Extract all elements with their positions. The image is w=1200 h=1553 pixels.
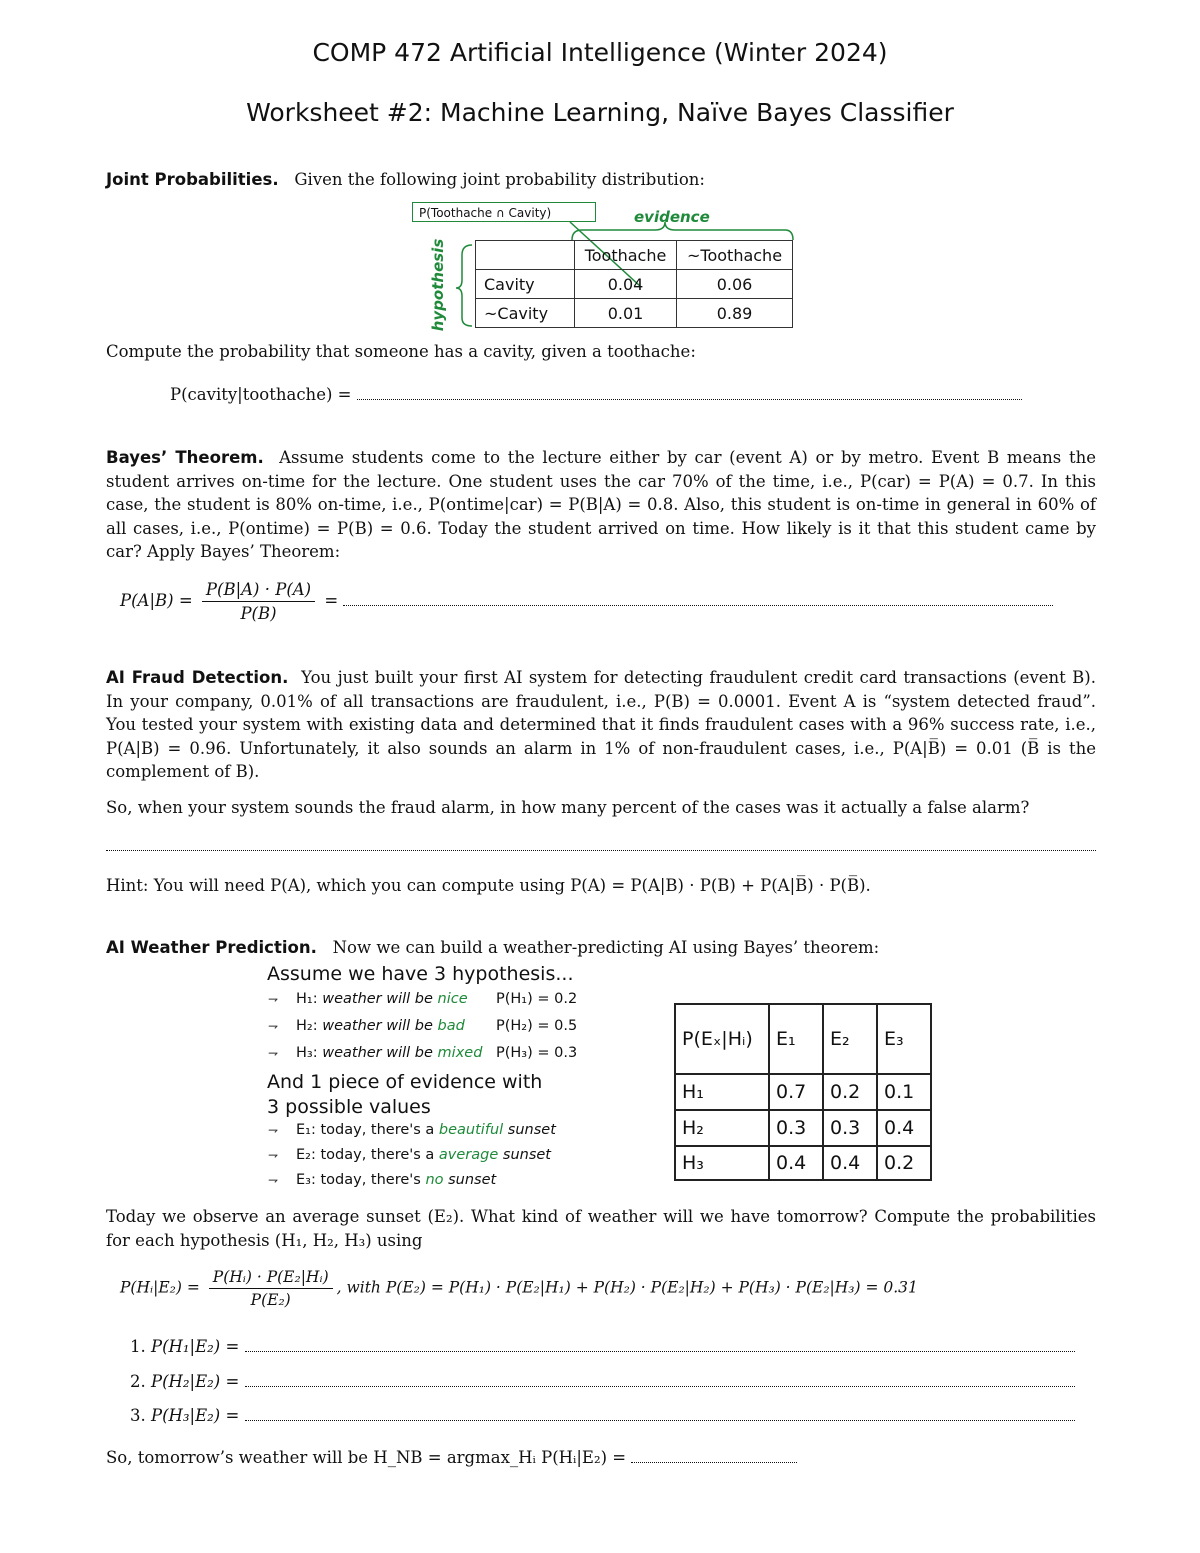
joint-cell: 0.06 <box>677 270 793 299</box>
joint-answer <box>170 383 1040 407</box>
evidence-post: sunset <box>498 1147 551 1163</box>
hypothesis-item <box>268 1040 668 1067</box>
cond-header-cell: E₃ <box>877 1004 931 1074</box>
cond-cell: 0.3 <box>769 1110 823 1146</box>
hypothesis-word: bad <box>437 1018 465 1034</box>
hypothesis-desc: weather will be <box>322 1045 438 1061</box>
hypothesis-desc: weather will be <box>322 991 438 1007</box>
final-answer <box>106 1448 1096 1467</box>
hypothesis-desc: weather will be <box>322 1018 438 1034</box>
bayes-answer-blank[interactable] <box>343 603 1053 606</box>
cond-cell: 0.2 <box>877 1146 931 1180</box>
worksheet-title: Worksheet #2: Machine Learning, Naïve Bayes Classifier <box>246 98 954 127</box>
cond-header-row <box>675 1004 931 1074</box>
joint-cell: 0.89 <box>677 299 793 328</box>
evidence-item <box>268 1143 628 1168</box>
cond-header-cell: E₂ <box>823 1004 877 1074</box>
hypothesis-prob: P(H₂) = 0.5 <box>496 1018 578 1034</box>
joint-intro-text: Given the following joint probability distribution: <box>294 170 705 189</box>
cond-cell: 0.3 <box>823 1110 877 1146</box>
evidence-word: average <box>438 1147 499 1163</box>
answer-blank[interactable] <box>245 1418 1075 1421</box>
bayes-text: Assume students come to the lecture either by car (event A) or by metro. Event B means the student arrives on-time for the lecture. One student uses the car 70% of the time, i.e., P(car) = P(A) = 0.7. In this case, the student is 80% on-time, i.e., P(ontime|car) = P(B|A) = 0.8. Also, this student is on-time in general in 60% of all cases, i.e., P(ontime) = P(B) = 0.6. Today the student arrived on time. How likely is it that this student came by car? Apply Bayes’ Theorem: <box>106 448 1096 561</box>
fraud-hint: Hint: You will need P(A), which you can compute using P(A) = P(A|B) · P(B) + P(A|B̅) · P(B̅). <box>106 876 871 895</box>
cond-row <box>675 1074 931 1110</box>
joint-row-label: Cavity <box>476 270 575 299</box>
answer-number: 3. <box>130 1406 146 1425</box>
hypothesis-word: mixed <box>437 1045 483 1061</box>
joint-header-row <box>476 241 793 270</box>
joint-intro <box>106 168 1096 192</box>
joint-heading: Joint Probabilities. <box>106 170 279 189</box>
cond-cell: 0.4 <box>769 1146 823 1180</box>
cond-header-cell: E₁ <box>769 1004 823 1074</box>
evidence-text: E₃: today, there's <box>296 1172 426 1188</box>
cond-row-label: H₂ <box>675 1110 769 1146</box>
bayes-formula-lhs: P(A|B) = <box>120 591 193 610</box>
bayes-section <box>106 446 1096 564</box>
bayes-numerator: P(B|A) · P(A) <box>202 580 315 602</box>
cond-cell: 0.1 <box>877 1074 931 1110</box>
weather-formula-lhs: P(Hᵢ|E₂) = <box>120 1278 200 1297</box>
weather-formula-rest: , with P(E₂) = P(H₁) · P(E₂|H₁) + P(H₂) · P(E₂|H₂) + P(H₃) · P(E₂|H₃) = 0.31 <box>336 1278 918 1297</box>
fraud-text: You just built your first AI system for detecting fraudulent credit card transactions (event B). In your company, 0.01% of all transactions are fraudulent, i.e., P(B) = 0.0001. Event A is “system detected fraud”. You tested your system with existing data and determined that it finds fraudulent cases with a 96% success rate, i.e., P(A|B) = 0.96. Unfortunately, it also sounds an alarm in 1% of non-fraudulent cases, i.e., P(A|B̅) = 0.01 (B̅ is the complement of B). <box>106 668 1096 781</box>
evidence-list <box>268 1118 628 1193</box>
hypothesis-list <box>268 986 668 1067</box>
evidence-text: E₁: today, there's a <box>296 1122 439 1138</box>
evidence-title-line: And 1 piece of evidence with <box>267 1071 543 1093</box>
joint-table <box>475 240 793 328</box>
cond-row-label: H₁ <box>675 1074 769 1110</box>
cond-header-cell: P(Eₓ|Hᵢ) <box>675 1004 769 1074</box>
assume-title: Assume we have 3 hypothesis... <box>267 963 574 985</box>
cond-cell: 0.7 <box>769 1074 823 1110</box>
cond-row-label: H₃ <box>675 1146 769 1180</box>
joint-corner-cell <box>476 241 575 270</box>
answer-blank[interactable] <box>245 1349 1075 1352</box>
joint-question: Compute the probability that someone has a cavity, given a toothache: <box>106 342 696 361</box>
hypothesis-word: nice <box>437 991 468 1007</box>
weather-answer-2 <box>130 1372 1096 1391</box>
course-title: COMP 472 Artificial Intelligence (Winter 2024) <box>312 38 888 67</box>
joint-answer-lhs: P(cavity|toothache) = <box>170 385 352 404</box>
weather-numerator: P(Hᵢ) · P(E₂|Hᵢ) <box>209 1268 333 1289</box>
bayes-denominator: P(B) <box>240 604 277 623</box>
evidence-text: E₂: today, there's a <box>296 1147 439 1163</box>
cond-cell: 0.4 <box>823 1146 877 1180</box>
cond-cell: 0.2 <box>823 1074 877 1110</box>
weather-fraction <box>209 1268 333 1309</box>
evidence-post: sunset <box>503 1122 556 1138</box>
final-text: So, tomorrow’s weather will be H_NB = argmax_Hᵢ P(Hᵢ|E₂) = <box>106 1448 627 1467</box>
weather-intro <box>106 936 1096 960</box>
hypothesis-item <box>268 986 668 1013</box>
joint-col-header: Toothache <box>575 241 677 270</box>
cond-row <box>675 1110 931 1146</box>
conditional-table <box>674 1003 932 1181</box>
weather-answer-3 <box>130 1406 1096 1425</box>
weather-intro-text: Now we can build a weather-predicting AI using Bayes’ theorem: <box>332 938 880 957</box>
bayes-formula <box>120 580 1100 623</box>
bayes-equals: = <box>324 591 339 610</box>
answer-lhs: P(H₂|E₂) = <box>151 1372 240 1391</box>
evidence-label: evidence <box>634 208 710 226</box>
weather-denominator: P(E₂) <box>250 1291 291 1309</box>
evidence-item <box>268 1118 628 1143</box>
fraud-question: So, when your system sounds the fraud alarm, in how many percent of the cases was it actually a false alarm? <box>106 798 1030 817</box>
cond-cell: 0.4 <box>877 1110 931 1146</box>
weather-formula <box>120 1268 1095 1309</box>
fraud-section <box>106 666 1096 784</box>
evidence-title <box>267 1070 542 1120</box>
answer-blank[interactable] <box>245 1384 1075 1387</box>
joint-col-header: ~Toothache <box>677 241 793 270</box>
hypothesis-item <box>268 1013 668 1040</box>
hypothesis-symbol: H₁: <box>296 991 318 1007</box>
joint-cell: 0.01 <box>575 299 677 328</box>
fraud-answer-blank[interactable] <box>106 850 1096 851</box>
answer-number: 1. <box>130 1337 146 1356</box>
hypothesis-symbol: H₂: <box>296 1018 318 1034</box>
weather-question: Today we observe an average sunset (E₂). What kind of weather will we have tomorrow? Compute the probabilities for each hypothesis (H₁, H₂, H₃) using <box>106 1207 1096 1250</box>
joint-answer-blank[interactable] <box>357 397 1022 400</box>
weather-heading: AI Weather Prediction. <box>106 938 317 957</box>
callout-label: P(Toothache ∩ Cavity) <box>419 206 552 220</box>
hypothesis-prob: P(H₁) = 0.2 <box>496 991 578 1007</box>
answer-number: 2. <box>130 1372 146 1391</box>
joint-row <box>476 299 793 328</box>
evidence-word: no <box>425 1172 444 1188</box>
bayes-fraction <box>202 580 315 623</box>
evidence-title-line: 3 possible values <box>267 1096 431 1118</box>
joint-row <box>476 270 793 299</box>
hypothesis-symbol: H₃: <box>296 1045 318 1061</box>
evidence-item <box>268 1168 628 1193</box>
answer-lhs: P(H₁|E₂) = <box>151 1337 240 1356</box>
bayes-heading: Bayes’ Theorem. <box>106 448 264 467</box>
final-answer-blank[interactable] <box>631 1460 797 1463</box>
hypothesis-brace <box>456 245 472 326</box>
evidence-word: beautiful <box>438 1122 504 1138</box>
evidence-post: sunset <box>443 1172 497 1188</box>
joint-row-label: ~Cavity <box>476 299 575 328</box>
fraud-heading: AI Fraud Detection. <box>106 668 289 687</box>
weather-answer-1 <box>130 1337 1096 1356</box>
joint-cell: 0.04 <box>575 270 677 299</box>
hypothesis-label: hypothesis <box>429 238 447 332</box>
hypothesis-prob: P(H₃) = 0.3 <box>496 1045 578 1061</box>
cond-row <box>675 1146 931 1180</box>
answer-lhs: P(H₃|E₂) = <box>151 1406 240 1425</box>
